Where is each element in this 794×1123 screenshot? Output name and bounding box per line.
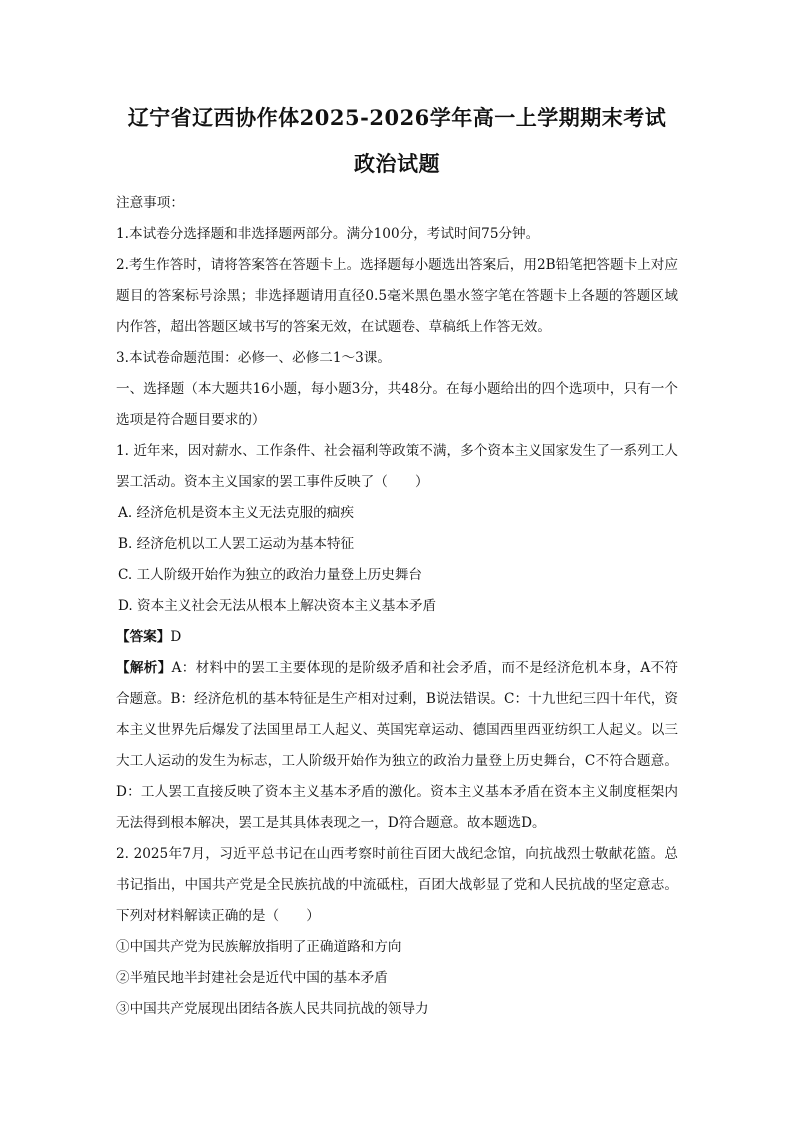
answer-value: D (170, 629, 182, 645)
notice-item-1: 1.本试卷分选择题和非选择题两部分。满分100分，考试时间75分钟。 (116, 226, 540, 242)
analysis-label: 【解析】 (116, 660, 172, 676)
question-2-statement-3: ③中国共产党展现出团结各族人民共同抗战的领导力 (116, 1001, 429, 1017)
question-1-option-d: D. 资本主义社会无法从根本上解决资本主义基本矛盾 (118, 598, 437, 614)
exam-subject-title: 政治试题 (354, 151, 440, 176)
question-1-answer (116, 622, 678, 653)
question-1-option-b: B. 经济危机以工人罢工运动为基本特征 (118, 536, 355, 552)
notice-item-3: 3.本试卷命题范围：必修一、必修二1～3课。 (116, 350, 391, 366)
notice-item-2: 2.考生作答时，请将答案答在答题卡上。选择题每小题选出答案后，用2B铅笔把答题卡上对应题目的答案标号涂黑；非选择题请用直径0.5毫米黑色墨水签字笔在答题卡上各题的答题区域内作答，超出答题区域书写的答案无效，在试题卷、草稿纸上作答无效。 (116, 257, 678, 335)
exam-title: 辽宁省辽西协作体2025-2026学年高一上学期期末考试 (127, 105, 667, 130)
question-2-statement-2: ②半殖民地半封建社会是近代中国的基本矛盾 (116, 970, 388, 986)
analysis-text: A：材料中的罢工主要体现的是阶级矛盾和社会矛盾，而不是经济危机本身，A不符合题意。B：经济危机的基本特征是生产相对过剩，B说法错误。C：十九世纪三四十年代，资本主义世界先后爆发了法国里昂工人起义、英国宪章运动、德国西里西亚纺织工人起义。以三大工人运动的发生为标志，工人阶级开始作为独立的政治力量登上历史舞台，C不符合题意。D：工人罢工直接反映了资本主义基本矛盾的激化。资本主义基本矛盾在资本主义制度框架内无法得到根本解决，罢工是其具体表现之一，D符合题意。故本题选D。 (116, 660, 679, 831)
notice-heading: 注意事项： (116, 195, 184, 211)
question-2-statement-1: ①中国共产党为民族解放指明了正确道路和方向 (116, 939, 402, 955)
question-1-analysis (116, 653, 678, 839)
notice-section (116, 188, 678, 374)
question-1-option-a: A. 经济危机是资本主义无法克服的痼疾 (118, 505, 354, 521)
answer-label: 【答案】 (116, 629, 171, 645)
question-2 (116, 839, 678, 1025)
section-heading: 一、选择题（本大题共16小题，每小题3分，共48分。在每小题给出的四个选项中，只有一个选项是符合题目要求的） (116, 381, 678, 428)
question-1-stem: 1. 近年来，因对薪水、工作条件、社会福利等政策不满，多个资本主义国家发生了一系列工人罢工活动。资本主义国家的罢工事件反映了（ ） (116, 443, 678, 490)
question-1 (116, 436, 678, 839)
question-1-option-c: C. 工人阶级开始作为独立的政治力量登上历史舞台 (118, 567, 423, 583)
question-2-stem: 2. 2025年7月，习近平总书记在山西考察时前往百团大战纪念馆，向抗战烈士敬献花篮。总书记指出，中国共产党是全民族抗战的中流砥柱，百团大战彰显了党和人民抗战的坚定意志。下列对材料解读正确的是（ ） (116, 846, 678, 924)
